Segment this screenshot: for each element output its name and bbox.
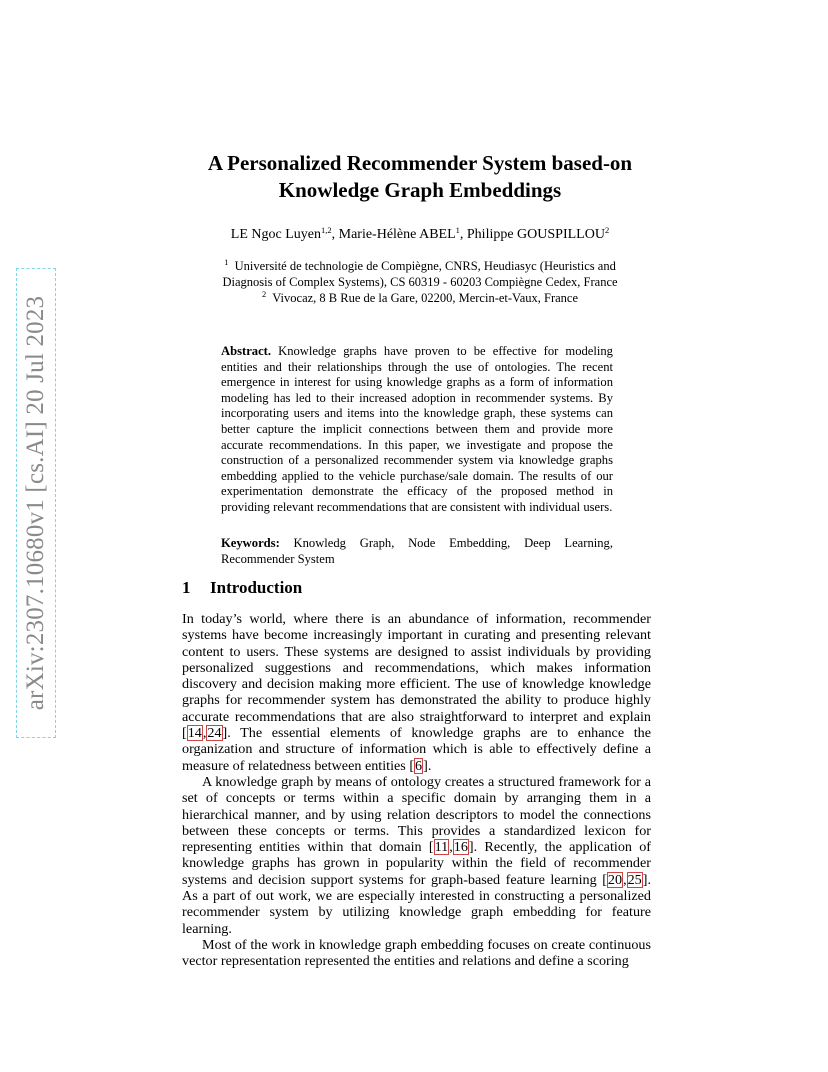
title-line-1: A Personalized Recommender System based-on: [207, 151, 633, 175]
citation-link[interactable]: 24: [207, 725, 222, 742]
section-heading: [182, 577, 302, 599]
author-list: [150, 226, 690, 244]
author-separator: ,: [331, 227, 339, 242]
affiliations: [200, 258, 640, 306]
section-body: [182, 611, 651, 970]
paragraph: Most of the work in knowledge graph embedding focuses on create continuous vector representation represented the entities and relations and define a scoring: [182, 936, 651, 970]
author-separator: ,: [459, 227, 467, 242]
affiliation-mark: 1: [224, 257, 229, 267]
section-title: Introduction: [210, 578, 303, 597]
arxiv-identifier: arXiv:2307.10680v1 [cs.AI] 20 Jul 2023: [22, 295, 49, 711]
author-affiliation-mark: 1,2: [321, 225, 332, 235]
keywords-label: Keywords:: [221, 536, 280, 550]
paragraph-text: ].: [423, 757, 432, 774]
abstract-text: Knowledge graphs have proven to be effective for modeling entities and their relationships through the use of ontologies. The recent emergence in interest for using knowledge graphs as a form of information modeling has led to their increased adoption in recommender systems. By incorporating users and items into the knowledge graph, these systems can better capture the implicit connections between them and provide more accurate recommendations. In this paper, we investigate and propose the construction of a personalized recommender system via knowledge graphs embedding applied to the vehicle purchase/sale domain. The results of our experimentation demonstrate the efficacy of the proposed method in providing relevant recommendations that are consistent with individual users.: [221, 344, 613, 514]
affiliation-mark: 2: [261, 289, 267, 299]
citation-link[interactable]: 20: [607, 871, 623, 888]
author-affiliation-mark: 1: [455, 225, 460, 235]
title-line-2: Knowledge Graph Embeddings: [278, 178, 562, 202]
citation-link[interactable]: 11: [434, 839, 449, 856]
paragraph-text: ]. Recently, the application of knowledge graphs has grown in popularity within the field of recommender systems and decision support systems for graph-based feature learning [: [182, 839, 652, 888]
paragraph: In today’s world, where there is an abundance of information, recommender systems have become increasingly important in curating and presenting relevant content to users. These systems are designed to assist individuals by providing personalized suggestions and recommendations, which makes information discovery and decision making more efficient. The use of knowledge knowledge graphs for recommender system has demonstrated the ability to produce highly accurate recommendations that are also straightforward to interpret and explain [14,24]. The essential elements of knowledge graphs are to enhance the organization and structure of information which is able to effectively define a measure of relatedness between entities [6].: [182, 611, 651, 774]
author-affiliation-mark: 2: [604, 225, 610, 235]
section-number: 1: [182, 578, 191, 597]
paragraph-text: ]. As a part of out work, we are especially interested in constructing a personalized recommender system by utilizing knowledge graph embedding for feature learning.: [182, 871, 651, 937]
affiliation-text: Université de technologie de Compiègne, CNRS, Heudiasyc (Heuristics and: [234, 259, 616, 273]
author-name: Philippe GOUSPILLOU: [466, 227, 605, 242]
affiliation-1-line-1: [200, 258, 640, 274]
paper-title: [150, 150, 690, 204]
affiliation-text: Vivocaz, 8 B Rue de la Gare, 02200, Mercin-et-Vaux, France: [272, 291, 579, 305]
abstract: [221, 344, 613, 516]
paragraph-text: In today’s world, where there is an abundance of information, recommender systems have become increasingly important in curating and presenting relevant content to users. These systems are designed to assist individuals by providing personalized suggestions and recommendations, which makes information discovery and decision making more efficient. The use of knowledge knowledge graphs for recommender system has demonstrated the ability to produce highly accurate recommendations that are also straightforward to interpret and explain [: [182, 611, 651, 742]
abstract-label: Abstract.: [221, 344, 272, 358]
paragraph-text: A knowledge graph by means of ontology creates a structured framework for a set of concepts or terms within a specific domain by arranging them in a hierarchical manner, and by using relation descriptors to model the connections between these concepts or terms. This provides a standardized lexicon for representing entities within that domain [: [182, 773, 651, 856]
paragraph-text: ]. The essential elements of knowledge graphs are to enhance the organization and structure of information which is able to effectively define a measure of relatedness between entities [: [182, 725, 651, 774]
author-name: Marie-Hélène ABEL: [338, 227, 456, 242]
author-name: LE Ngoc Luyen: [230, 227, 321, 242]
keywords-text: Knowledg Graph, Node Embedding, Deep Learning, Recommender System: [221, 536, 613, 566]
arxiv-side-stamp: [16, 268, 56, 738]
citation-link[interactable]: 25: [627, 871, 642, 888]
citation-link[interactable]: 16: [453, 839, 468, 856]
paragraph: A knowledge graph by means of ontology creates a structured framework for a set of concepts or terms within a specific domain by arranging them in a hierarchical manner, and by using relation descriptors to model the connections between these concepts or terms. This provides a standardized lexicon for representing entities within that domain [11,16]. Recently, the application of knowledge graphs has grown in popularity within the field of recommender systems and decision support systems for graph-based feature learning [20,25]. As a part of out work, we are especially interested in constructing a personalized recommender system by utilizing knowledge graph embedding for feature learning.: [182, 773, 652, 937]
citation-link[interactable]: 6: [415, 757, 423, 774]
affiliation-1-line-2: Diagnosis of Complex Systems), CS 60319 - 60203 Compiègne Cedex, France: [222, 275, 618, 289]
keywords: [221, 536, 613, 567]
affiliation-2: [200, 290, 640, 306]
citation-link[interactable]: 14: [187, 725, 202, 742]
